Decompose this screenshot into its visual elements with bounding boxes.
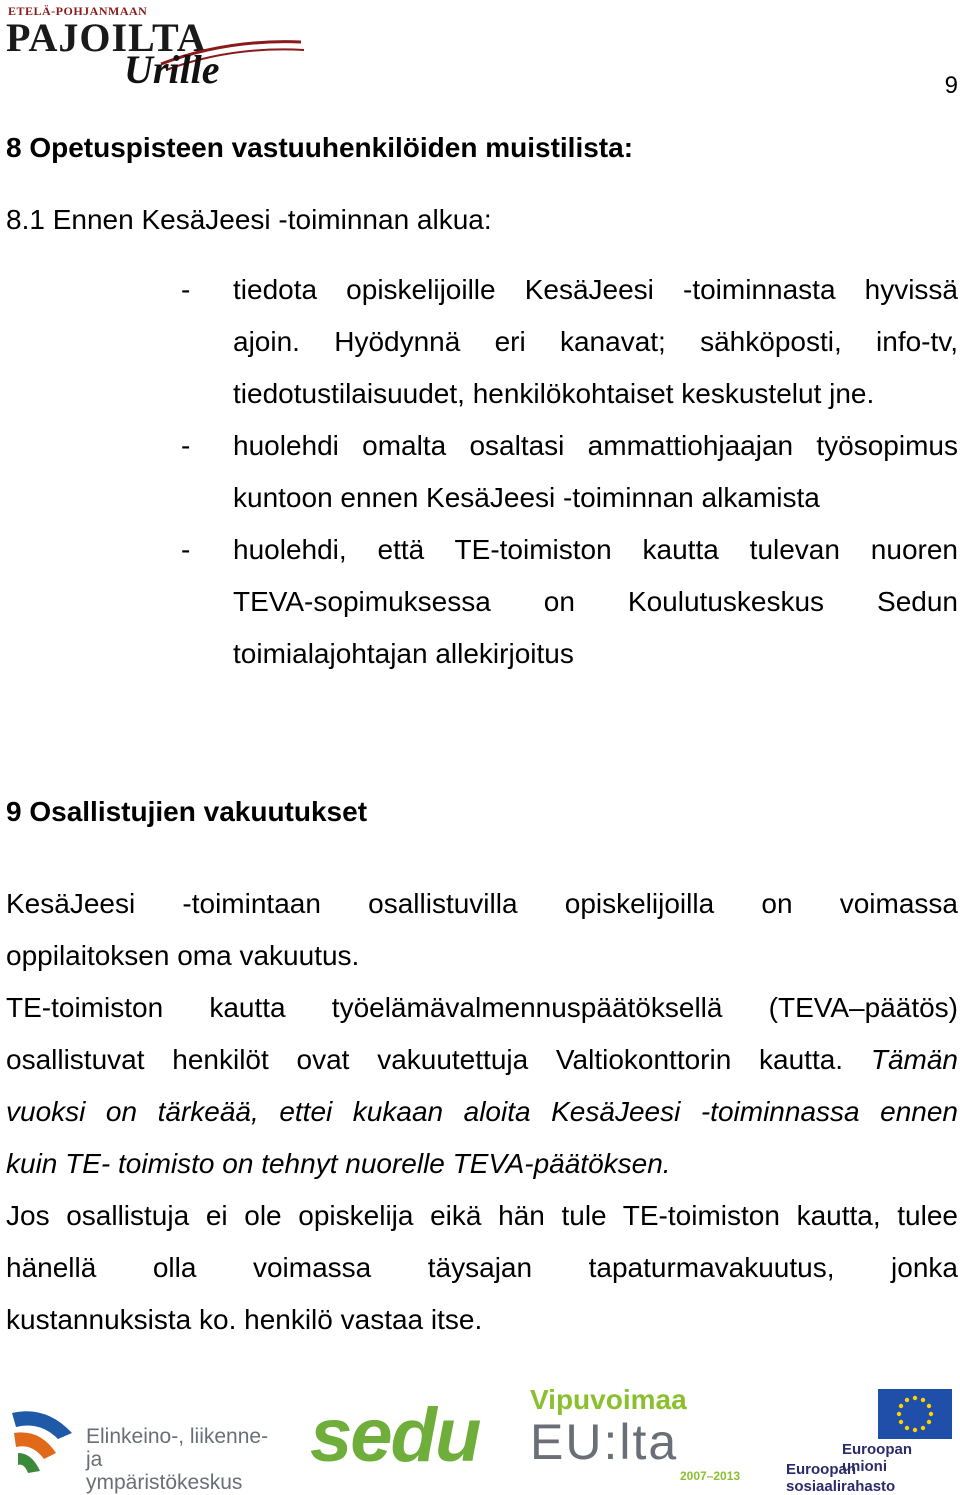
list-bullet: - <box>181 430 191 461</box>
ely-text <box>86 1425 276 1494</box>
vipuvoimaa-logo <box>530 1385 740 1483</box>
list-item-line: TEVA-sopimuksessa on Koulutuskeskus Sedun <box>233 586 958 617</box>
eu-text: Euroopan unioni <box>842 1441 912 1475</box>
ely-emblem-icon <box>6 1403 78 1475</box>
list-bullet: - <box>181 534 191 565</box>
pajoilta-urille-logo <box>6 4 306 96</box>
vipu-eu-text: EU:lta <box>530 1414 679 1470</box>
ely-line: Elinkeino-, liikenne- ja <box>86 1425 269 1471</box>
paragraph-text: osallistuvat henkilöt ovat vakuutettuja Valtiokonttorin kautta. <box>6 1044 844 1075</box>
insurance-paragraph-1 <box>6 878 958 982</box>
paragraph-line: hänellä olla voimassa täysajan tapaturmavakuutus, jonka <box>6 1252 958 1283</box>
list-item-line: ajoin. Hyödynnä eri kanavat; sähköposti, info-tv, <box>233 326 958 357</box>
list-item-line: tiedota opiskelijoille KesäJeesi -toiminnasta hyvissä <box>233 274 958 305</box>
list-item-line: toimialajohtajan allekirjoitus <box>233 638 574 669</box>
list-bullet: - <box>181 274 191 305</box>
list-item <box>233 420 958 524</box>
list-item <box>233 524 958 680</box>
paragraph-line: oppilaitoksen oma vakuutus. <box>6 940 360 971</box>
paragraph-line: TE-toimiston kautta työelämävalmennuspäätöksellä (TEVA–päätös) <box>6 992 958 1023</box>
list-item-line: tiedotustilaisuudet, henkilökohtaiset keskustelut jne. <box>233 378 875 409</box>
insurance-paragraph-3 <box>6 1190 958 1346</box>
paragraph-line <box>6 1034 958 1086</box>
paragraph-line: Jos osallistuja ei ole opiskelija eikä hän tule TE-toimiston kautta, tulee <box>6 1200 958 1231</box>
list-item-line: huolehdi omalta osaltasi ammattiohjaajan työsopimus <box>233 430 958 461</box>
section-8-heading: 8 Opetuspisteen vastuuhenkilöiden muistilista: <box>6 132 634 163</box>
list-item-line: kuntoon ennen KesäJeesi -toiminnan alkamista <box>233 482 820 513</box>
paragraph-line: KesäJeesi -toimintaan osallistuvilla opiskelijoilla on voimassa <box>6 888 958 919</box>
list-item-line: huolehdi, että TE-toimiston kautta tulevan nuoren <box>233 534 958 565</box>
list-item <box>233 264 958 420</box>
eu-flag-icon <box>878 1389 952 1439</box>
logo-region-text: ETELÄ-POHJANMAAN <box>8 4 148 18</box>
page-number: 9 <box>944 72 958 99</box>
sedu-logo: sedu <box>310 1393 480 1478</box>
paragraph-line: kustannuksista ko. henkilö vastaa itse. <box>6 1304 483 1335</box>
section-9-heading: 9 Osallistujien vakuutukset <box>6 796 368 827</box>
ely-logo <box>6 1403 276 1494</box>
logo-main-text: PAJOILTA <box>6 15 207 60</box>
paragraph-emphasis-line: kuin TE- toimisto on tehnyt nuorelle TEVA-päätöksen. <box>6 1148 671 1179</box>
vipu-top-text: Vipuvoimaa <box>530 1384 687 1415</box>
esf-text: Euroopan sosiaalirahasto <box>786 1461 896 1495</box>
paragraph-emphasis: Tämän <box>870 1044 958 1075</box>
vipu-years-text: 2007–2013 <box>680 1469 741 1483</box>
paragraph-emphasis-line: vuoksi on tärkeää, ettei kukaan aloita KesäJeesi -toiminnassa ennen <box>6 1096 958 1127</box>
footer-logos <box>0 1384 960 1495</box>
ely-line: ympäristökeskus <box>86 1471 243 1494</box>
logo-script-text: Urille <box>124 47 220 92</box>
section-8-1-subheading: 8.1 Ennen KesäJeesi -toiminnan alkua: <box>6 204 492 235</box>
insurance-paragraph-2 <box>6 982 958 1190</box>
